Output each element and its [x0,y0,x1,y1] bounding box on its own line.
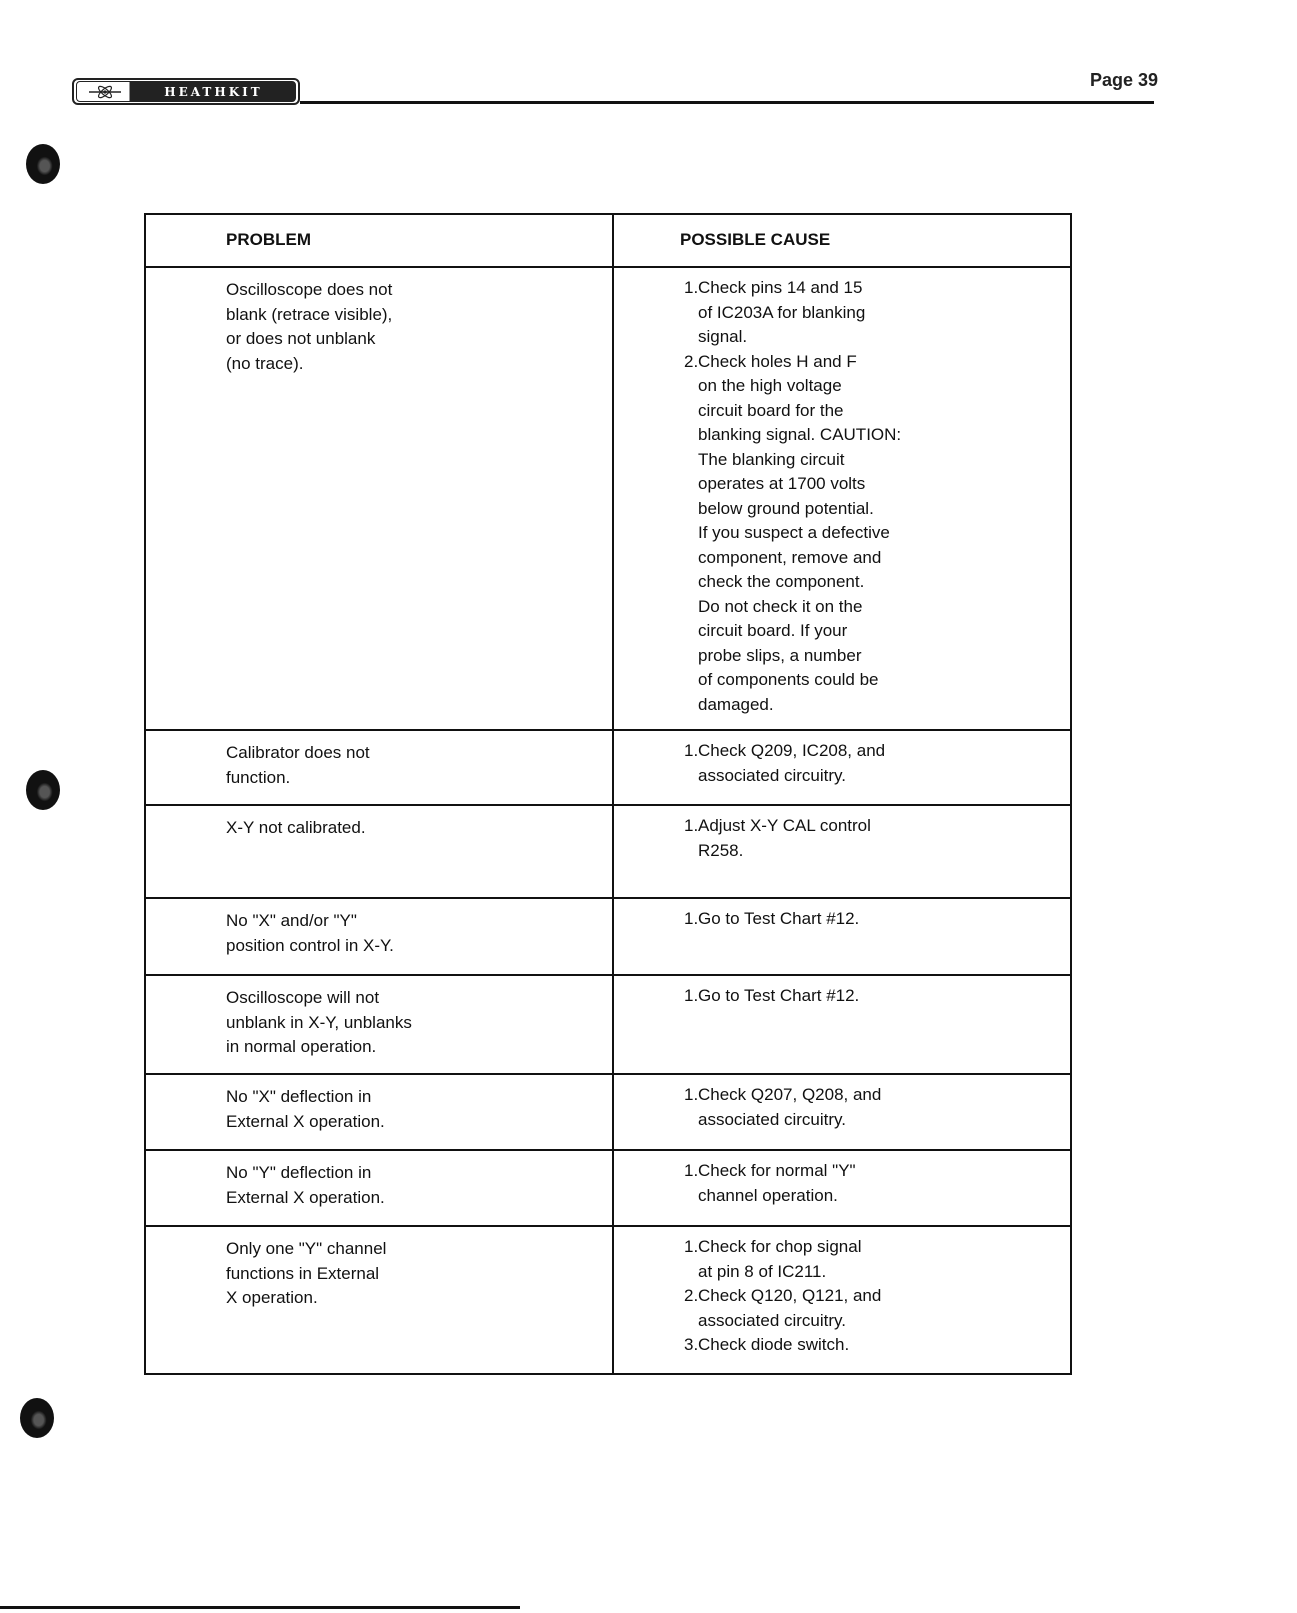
possible-cause-cell [613,1150,1071,1226]
column-header-problem: PROBLEM [145,214,613,267]
cause-step [614,1159,1070,1208]
step-text: Check pins 14 and 15 of IC203A for blanking signal. [698,278,866,346]
possible-cause-cell [613,267,1071,730]
table-row [145,267,1071,730]
problem-cell: No "X" deflection in External X operation. [145,1074,613,1150]
step-number: 1. [684,816,699,835]
cause-step [614,739,1070,788]
step-text: Check holes H and F on the high voltage circuit board for the blanking signal. CAUTION: The blanking circuit operates at 1700 volts below ground potential. If you suspect a defective component, remove and check the component. Do not check it on the circuit board. If your probe slips, a number of components could be damaged. [698,351,902,714]
possible-cause-cell [613,1226,1071,1374]
step-text: Check diode switch. [698,1335,850,1354]
possible-cause-cell [613,730,1071,805]
possible-cause-cell [613,975,1071,1074]
cause-step [614,1235,1070,1284]
table-row [145,1226,1071,1374]
cause-step [614,984,1070,1009]
binder-hole-icon [26,770,60,810]
heathkit-logo [72,78,300,105]
step-text: Adjust X-Y CAL control R258. [698,816,871,860]
logo-text: HEATHKIT [164,84,263,99]
step-number: 1. [684,278,699,297]
cause-step [614,1284,1070,1333]
step-number: 1. [684,741,699,760]
step-number: 2. [684,351,699,371]
binder-hole-icon [26,144,60,184]
troubleshooting-table [144,213,1072,1375]
problem-cell: Oscilloscope will not unblank in X-Y, unblanks in normal operation. [145,975,613,1074]
table-row [145,975,1071,1074]
header-rule [300,101,1154,104]
problem-cell: No "X" and/or "Y" position control in X-Y. [145,898,613,975]
step-number: 2. [684,1286,699,1305]
step-text: Check Q207, Q208, and associated circuitry. [698,1085,882,1129]
table-row [145,805,1071,898]
problem-cell: Oscilloscope does not blank (retrace visible), or does not unblank (no trace). [145,267,613,730]
cause-step [614,814,1070,863]
possible-cause-cell [613,805,1071,898]
step-text: Check for normal "Y" channel operation. [698,1161,856,1205]
table-header-row [145,214,1071,267]
step-number: 1. [684,909,699,928]
problem-cell: Calibrator does not function. [145,730,613,805]
step-text: Check for chop signal at pin 8 of IC211. [698,1237,862,1281]
logo-emblem-icon [77,84,132,100]
logo-badge [76,81,296,102]
bottom-rule [0,1606,520,1609]
cause-step [614,907,1070,932]
possible-cause-cell [613,898,1071,975]
possible-cause-cell [613,1074,1071,1150]
cause-step [614,1083,1070,1132]
step-number: 1. [684,1085,699,1104]
table-row [145,1074,1071,1150]
table-row [145,1150,1071,1226]
step-text: Check Q209, IC208, and associated circuitry. [698,741,886,785]
cause-step [614,350,1070,718]
cause-step [614,1333,1070,1358]
step-text: Check Q120, Q121, and associated circuitry. [698,1286,882,1330]
table-row [145,898,1071,975]
step-number: 1. [684,1237,699,1256]
problem-cell: Only one "Y" channel functions in External X operation. [145,1226,613,1374]
problem-cell: No "Y" deflection in External X operation. [145,1150,613,1226]
cause-step [614,276,1070,350]
step-number: 1. [684,986,699,1005]
step-text: Go to Test Chart #12. [698,909,860,928]
page-number: Page 39 [1090,70,1159,90]
binder-hole-icon [20,1398,54,1438]
step-number: 1. [684,1161,699,1180]
column-header-possible-cause: POSSIBLE CAUSE [613,214,1071,267]
step-text: Go to Test Chart #12. [698,986,860,1005]
step-number: 3. [684,1335,699,1354]
table-row [145,730,1071,805]
problem-cell: X-Y not calibrated. [145,805,613,898]
